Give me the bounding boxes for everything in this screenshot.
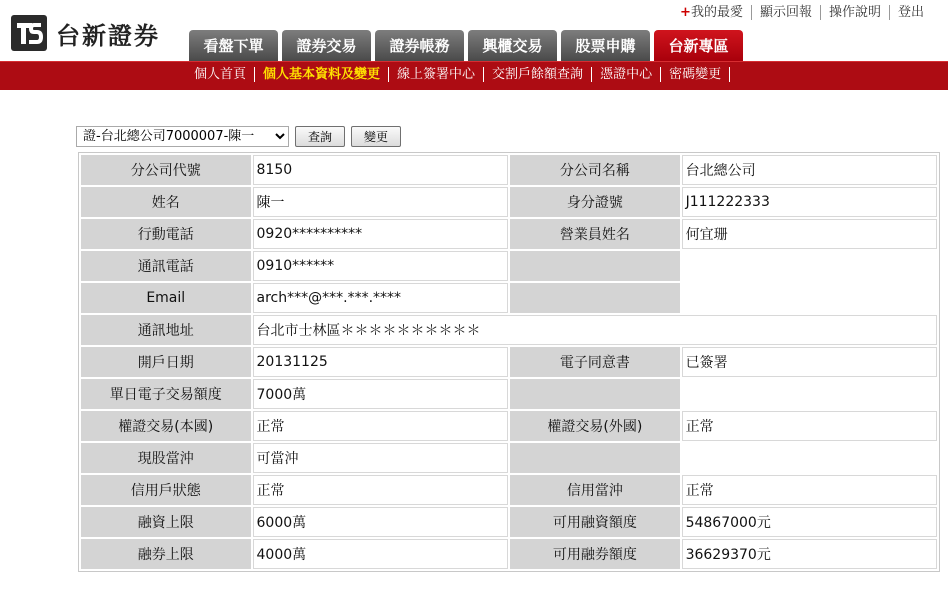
warrant-foreign-label: 權證交易(外國) [510,411,679,441]
table-row [81,251,937,281]
branch-name-value: 台北總公司 [682,155,937,185]
margin-available-value: 54867000元 [682,507,937,537]
help-link[interactable]: 操作說明 [821,5,890,20]
change-button[interactable]: 變更 [351,126,401,147]
credit-status-label: 信用戶狀態 [81,475,251,505]
daily-limit-label: 單日電子交易額度 [81,379,251,409]
subnav-personal-info[interactable]: 個人基本資料及變更 [255,67,389,82]
sales-label: 營業員姓名 [510,219,679,249]
table-row [81,219,937,249]
short-limit-value: 4000萬 [253,539,509,569]
consent-value: 已簽署 [682,347,937,377]
empty-value-cell [682,251,937,313]
daily-limit-value: 7000萬 [253,379,509,409]
credit-daytrade-label: 信用當沖 [510,475,679,505]
sales-value: 何宜珊 [682,219,937,249]
table-row [81,155,937,185]
table-row [81,475,937,505]
daytrade-label: 現股當沖 [81,443,251,473]
branch-name-label: 分公司名稱 [510,155,679,185]
mobile-value: 0920********** [253,219,509,249]
name-value: 陳一 [253,187,509,217]
phone-value: 0910****** [253,251,509,281]
table-row [81,347,937,377]
phone-label: 通訊電話 [81,251,251,281]
consent-label: 電子同意書 [510,347,679,377]
credit-status-value: 正常 [253,475,509,505]
branch-code-label: 分公司代號 [81,155,251,185]
table-row [81,507,937,537]
brand-logo[interactable] [10,14,160,52]
personal-info-table [78,152,940,572]
email-label: Email [81,283,251,313]
short-limit-label: 融券上限 [81,539,251,569]
email-value: arch***@***.***.**** [253,283,509,313]
table-row [81,379,937,409]
tab-securities-account[interactable]: 證券帳務 [375,30,464,61]
empty-label-cell [510,251,679,281]
brand-name: 台新證券 [56,21,160,50]
empty-label-cell [510,283,679,313]
short-available-label: 可用融券額度 [510,539,679,569]
query-button[interactable]: 查詢 [295,126,345,147]
subnav-certificate-center[interactable]: 憑證中心 [592,67,661,82]
tab-ipo-subscription[interactable]: 股票申購 [561,30,650,61]
warrant-local-value: 正常 [253,411,509,441]
table-row [81,411,937,441]
show-report-link[interactable]: 顯示回報 [752,5,821,20]
sub-nav [0,61,948,90]
table-row [81,443,937,473]
table-row [81,315,937,345]
warrant-foreign-value: 正常 [682,411,937,441]
tab-taishin-zone[interactable]: 台新專區 [654,30,743,61]
warrant-local-label: 權證交易(本國) [81,411,251,441]
empty-value-cell [682,379,937,409]
address-value: 台北市士林區＊＊＊＊＊＊＊＊＊＊ [253,315,937,345]
controls [76,126,401,147]
empty-label-cell [510,443,679,473]
branch-code-value: 8150 [253,155,509,185]
open-date-value: 20131125 [253,347,509,377]
tab-quote-order[interactable]: 看盤下單 [189,30,278,61]
empty-value-cell [682,443,937,473]
subnav-password-change[interactable]: 密碼變更 [661,67,730,82]
name-label: 姓名 [81,187,251,217]
table-row [81,539,937,569]
account-select[interactable] [76,126,289,147]
top-links [672,5,932,20]
margin-limit-value: 6000萬 [253,507,509,537]
table-row [81,187,937,217]
ts-logo-icon [10,14,48,52]
empty-label-cell [510,379,679,409]
credit-daytrade-value: 正常 [682,475,937,505]
subnav-online-signing[interactable]: 線上簽署中心 [389,67,484,82]
margin-limit-label: 融資上限 [81,507,251,537]
subnav-settlement-balance[interactable]: 交割戶餘額查詢 [484,67,592,82]
address-label: 通訊地址 [81,315,251,345]
logout-link[interactable]: 登出 [897,5,924,20]
open-date-label: 開戶日期 [81,347,251,377]
mobile-label: 行動電話 [81,219,251,249]
margin-available-label: 可用融資額度 [510,507,679,537]
id-value: J111222333 [682,187,937,217]
short-available-value: 36629370元 [682,539,937,569]
tab-emerging-trading[interactable]: 興櫃交易 [468,30,557,61]
tab-securities-trading[interactable]: 證券交易 [282,30,371,61]
daytrade-value: 可當沖 [253,443,509,473]
header [0,0,948,90]
subnav-personal-home[interactable]: 個人首頁 [186,67,255,82]
id-label: 身分證號 [510,187,679,217]
favorites-link[interactable]: + 我的最愛 [672,5,752,20]
main-tabs [189,30,743,61]
